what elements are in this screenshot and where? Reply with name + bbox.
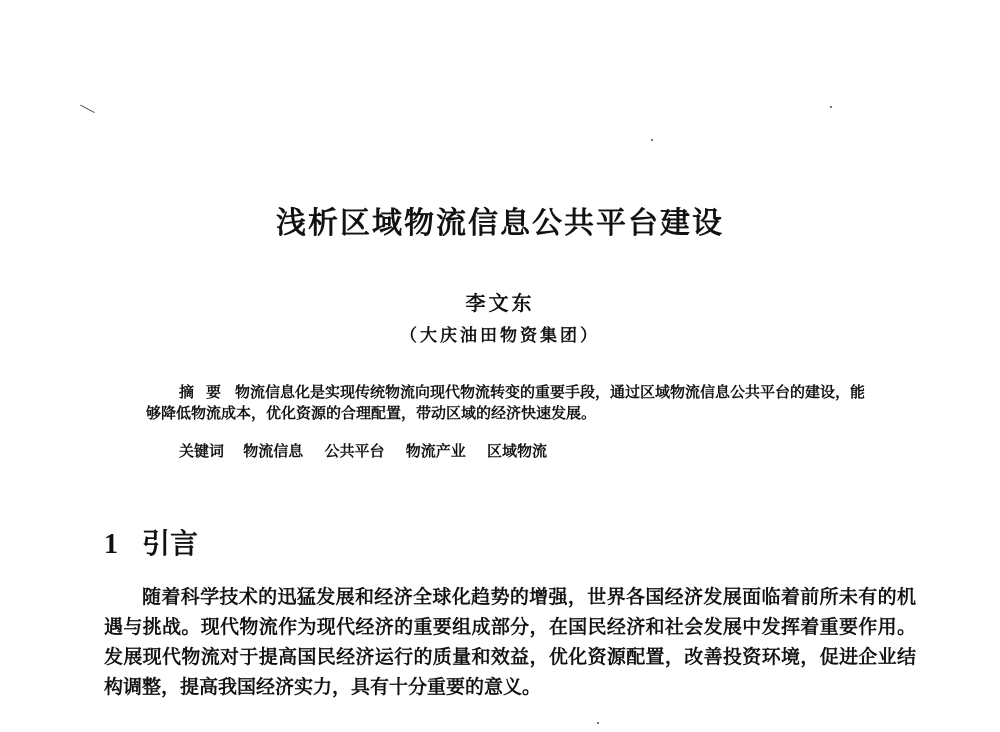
keywords-label: 关键词 [179, 442, 225, 460]
keyword-item: 区域物流 [487, 442, 548, 460]
keyword-item: 物流产业 [405, 442, 466, 460]
author-affiliation: （大庆油田物资集团） [400, 326, 600, 346]
keyword-item: 物流信息 [243, 442, 304, 460]
abstract-block [146, 382, 874, 424]
author-name: 李文东 [465, 291, 535, 315]
scan-artifact-mark [77, 105, 94, 119]
abstract-label: 摘要 [179, 383, 234, 401]
paper-title: 浅析区域物流信息公共平台建设 [276, 206, 724, 241]
section-heading [104, 522, 198, 562]
abstract-text: 物流信息化是实现传统物流向现代物流转变的重要手段，通过区域物流信息公共平台的建设，能够降低物流成本，优化资源的合理配置，带动区域的经济快速发展。 [146, 383, 866, 422]
section-number: 1 [104, 529, 118, 560]
scan-speck [830, 106, 832, 108]
section-title: 引言 [142, 527, 199, 560]
keywords-block [179, 440, 563, 461]
scan-speck [651, 139, 653, 141]
scan-speck [597, 722, 599, 724]
body-paragraph: 随着科学技术的迅猛发展和经济全球化趋势的增强，世界各国经济发展面临着前所未有的机遇与挑战。现代物流作为现代经济的重要组成部分，在国民经济和社会发展中发挥着重要作用。发展现代物流对于提高国民经济运行的质量和效益，优化资源配置，改善投资环境，促进企业结构调整，提高我国经济实力，具有十分重要的意义。 [104, 586, 916, 698]
keyword-item: 公共平台 [324, 442, 385, 460]
